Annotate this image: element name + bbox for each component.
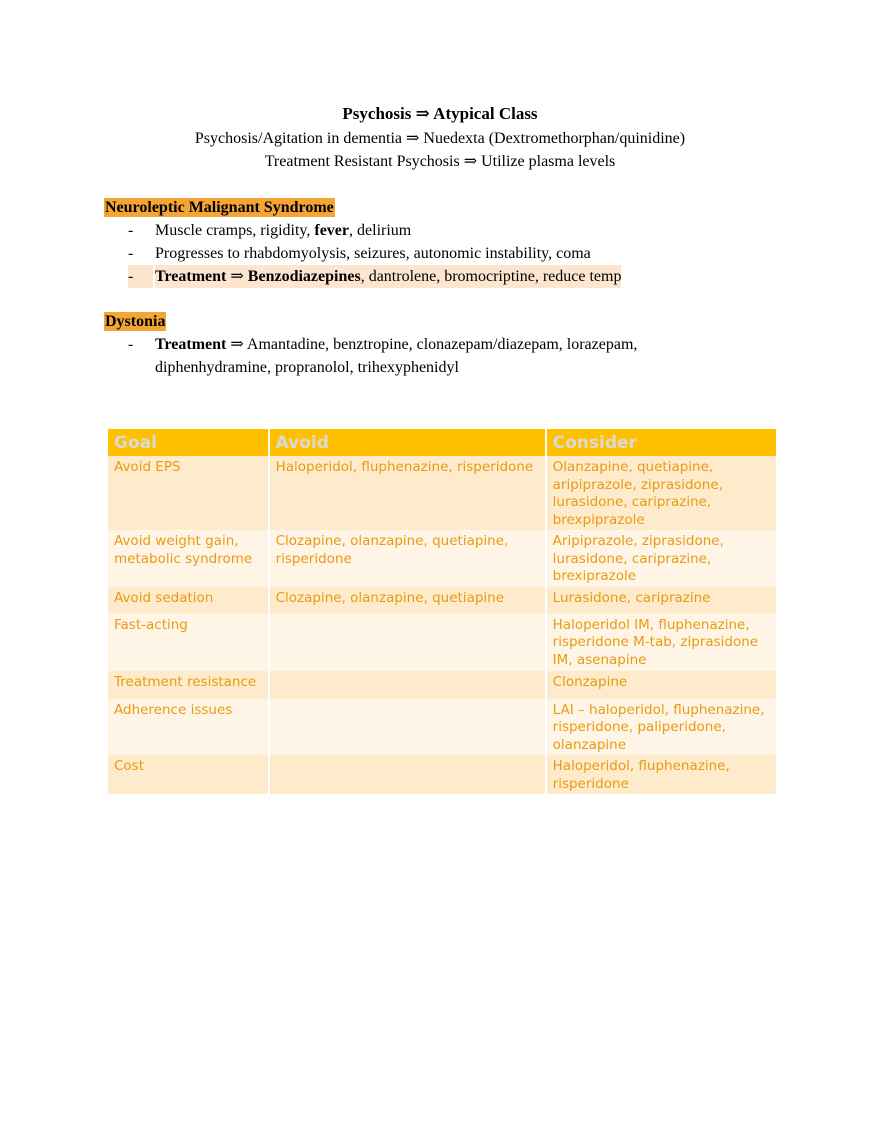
cell-avoid — [270, 755, 545, 794]
header-consider: Consider — [547, 429, 776, 456]
dystonia-heading: Dystonia — [105, 313, 166, 330]
cell-goal: Avoid EPS — [108, 456, 268, 530]
header-avoid: Avoid — [270, 429, 545, 456]
page-title: Psychosis ⇒ Atypical Class — [342, 104, 538, 123]
table-row — [108, 456, 776, 530]
table-row — [108, 614, 776, 671]
cell-avoid: Clozapine, olanzapine, quetiapine, risperidone — [270, 530, 545, 587]
cell-goal: Adherence issues — [108, 699, 268, 756]
table-row — [108, 530, 776, 587]
cell-avoid: Clozapine, olanzapine, quetiapine — [270, 587, 545, 614]
cell-consider: Haloperidol, fluphenazine, risperidone — [547, 755, 776, 794]
header-goal: Goal — [108, 429, 268, 456]
dementia-line: Psychosis/Agitation in dementia ⇒ Nuedexta (Dextromethorphan/quinidine) — [194, 130, 686, 147]
cell-consider: Aripiprazole, ziprasidone, lurasidone, cariprazine, brexiprazole — [547, 530, 776, 587]
cell-goal: Avoid sedation — [108, 587, 268, 614]
antipsychotic-table — [106, 429, 778, 794]
cell-avoid — [270, 699, 545, 756]
table-header-row — [108, 429, 776, 456]
cell-goal: Avoid weight gain, metabolic syndrome — [108, 530, 268, 587]
table-row — [108, 671, 776, 699]
resistant-line: Treatment Resistant Psychosis ⇒ Utilize plasma levels — [264, 153, 616, 170]
cell-avoid — [270, 671, 545, 699]
cell-consider: Clonzapine — [547, 671, 776, 699]
cell-consider: Haloperidol IM, fluphenazine, risperidone M-tab, ziprasidone IM, asenapine — [547, 614, 776, 671]
cell-consider: LAI – haloperidol, fluphenazine, risperidone, paliperidone, olanzapine — [547, 699, 776, 756]
cell-consider: Olanzapine, quetiapine, aripiprazole, ziprasidone, lurasidone, cariprazine, brexpiprazole — [547, 456, 776, 530]
dystonia-bullet-1-cont: diphenhydramine, propranolol, trihexyphenidyl — [155, 359, 459, 376]
cell-avoid — [270, 614, 545, 671]
cell-avoid: Haloperidol, fluphenazine, risperidone — [270, 456, 545, 530]
table-row — [108, 755, 776, 794]
cell-goal: Treatment resistance — [108, 671, 268, 699]
nms-heading: Neuroleptic Malignant Syndrome — [105, 199, 334, 216]
cell-goal: Fast-acting — [108, 614, 268, 671]
table-row — [108, 699, 776, 756]
cell-consider: Lurasidone, cariprazine — [547, 587, 776, 614]
table-row — [108, 587, 776, 614]
cell-goal: Cost — [108, 755, 268, 794]
